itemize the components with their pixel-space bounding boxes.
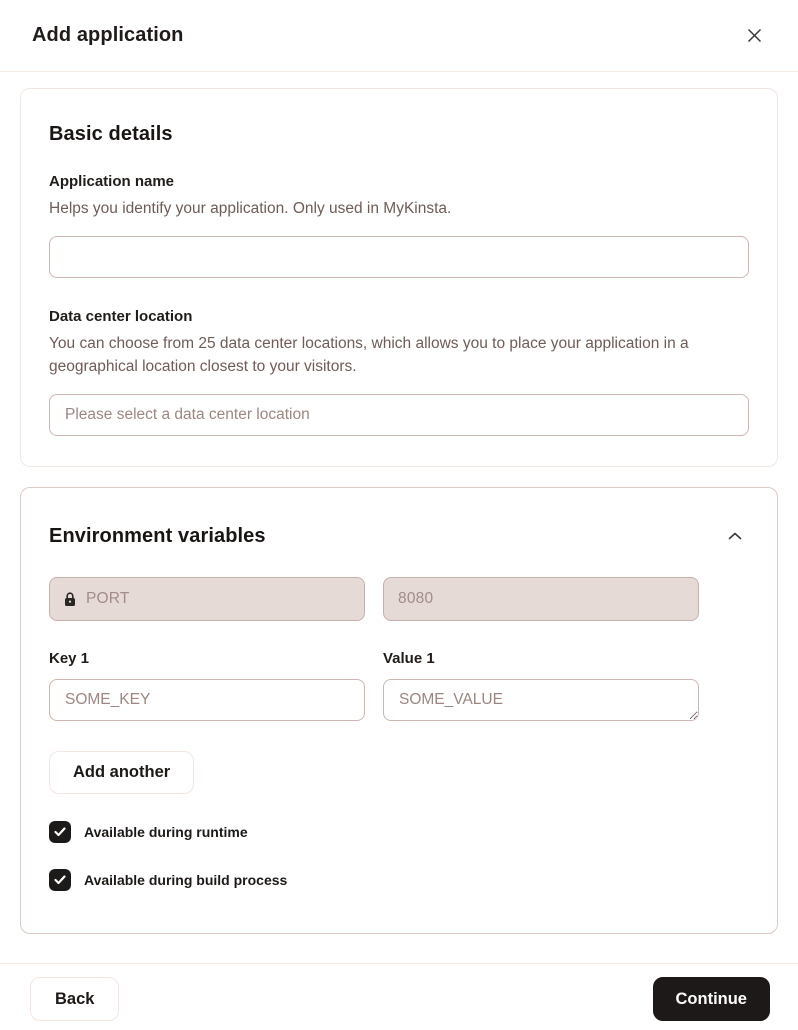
environment-variables-header bbox=[49, 522, 749, 550]
close-button[interactable] bbox=[740, 22, 768, 50]
locked-value-text: 8080 bbox=[398, 590, 434, 607]
modal-footer bbox=[0, 963, 798, 1030]
locked-env-row bbox=[49, 577, 749, 621]
lock-icon bbox=[64, 592, 76, 607]
build-checkbox-row bbox=[49, 869, 749, 891]
key-label: Key 1 bbox=[49, 650, 90, 667]
application-name-field-group bbox=[49, 173, 749, 278]
check-icon bbox=[54, 827, 66, 837]
application-name-description: Helps you identify your application. Only used in MyKinsta. bbox=[49, 200, 452, 217]
data-center-select[interactable] bbox=[49, 394, 749, 436]
key-input[interactable] bbox=[49, 679, 365, 721]
check-icon bbox=[54, 875, 66, 885]
locked-value-input bbox=[383, 577, 699, 621]
runtime-checkbox[interactable] bbox=[49, 821, 71, 843]
data-center-label: Data center location bbox=[49, 308, 193, 325]
basic-details-card bbox=[20, 88, 778, 467]
locked-key-text: PORT bbox=[86, 590, 130, 607]
environment-variables-heading: Environment variables bbox=[49, 524, 266, 547]
modal-content bbox=[0, 72, 798, 934]
data-center-description: You can choose from 25 data center locations, which allows you to place your application in a geographical location closest to your visitors. bbox=[49, 335, 689, 375]
build-checkbox-label: Available during build process bbox=[84, 872, 288, 888]
collapse-section-button[interactable] bbox=[721, 522, 749, 550]
data-center-field-group bbox=[49, 308, 749, 436]
close-icon bbox=[747, 28, 762, 43]
locked-key-input bbox=[49, 577, 365, 621]
back-button[interactable]: Back bbox=[30, 977, 119, 1021]
runtime-checkbox-label: Available during runtime bbox=[84, 824, 248, 840]
environment-variables-card bbox=[20, 487, 778, 934]
application-name-label: Application name bbox=[49, 173, 175, 190]
basic-details-heading: Basic details bbox=[49, 123, 173, 145]
runtime-checkbox-row bbox=[49, 821, 749, 843]
chevron-up-icon bbox=[728, 532, 742, 540]
value-label: Value 1 bbox=[383, 650, 435, 667]
modal-title: Add application bbox=[32, 24, 184, 46]
continue-button[interactable]: Continue bbox=[653, 977, 771, 1021]
modal-header bbox=[0, 0, 798, 72]
value-textarea[interactable] bbox=[383, 679, 699, 721]
editable-env-row bbox=[49, 650, 749, 721]
add-another-button[interactable]: Add another bbox=[49, 751, 194, 794]
application-name-input[interactable] bbox=[49, 236, 749, 278]
build-checkbox[interactable] bbox=[49, 869, 71, 891]
value-column bbox=[383, 650, 699, 721]
key-column bbox=[49, 650, 365, 721]
